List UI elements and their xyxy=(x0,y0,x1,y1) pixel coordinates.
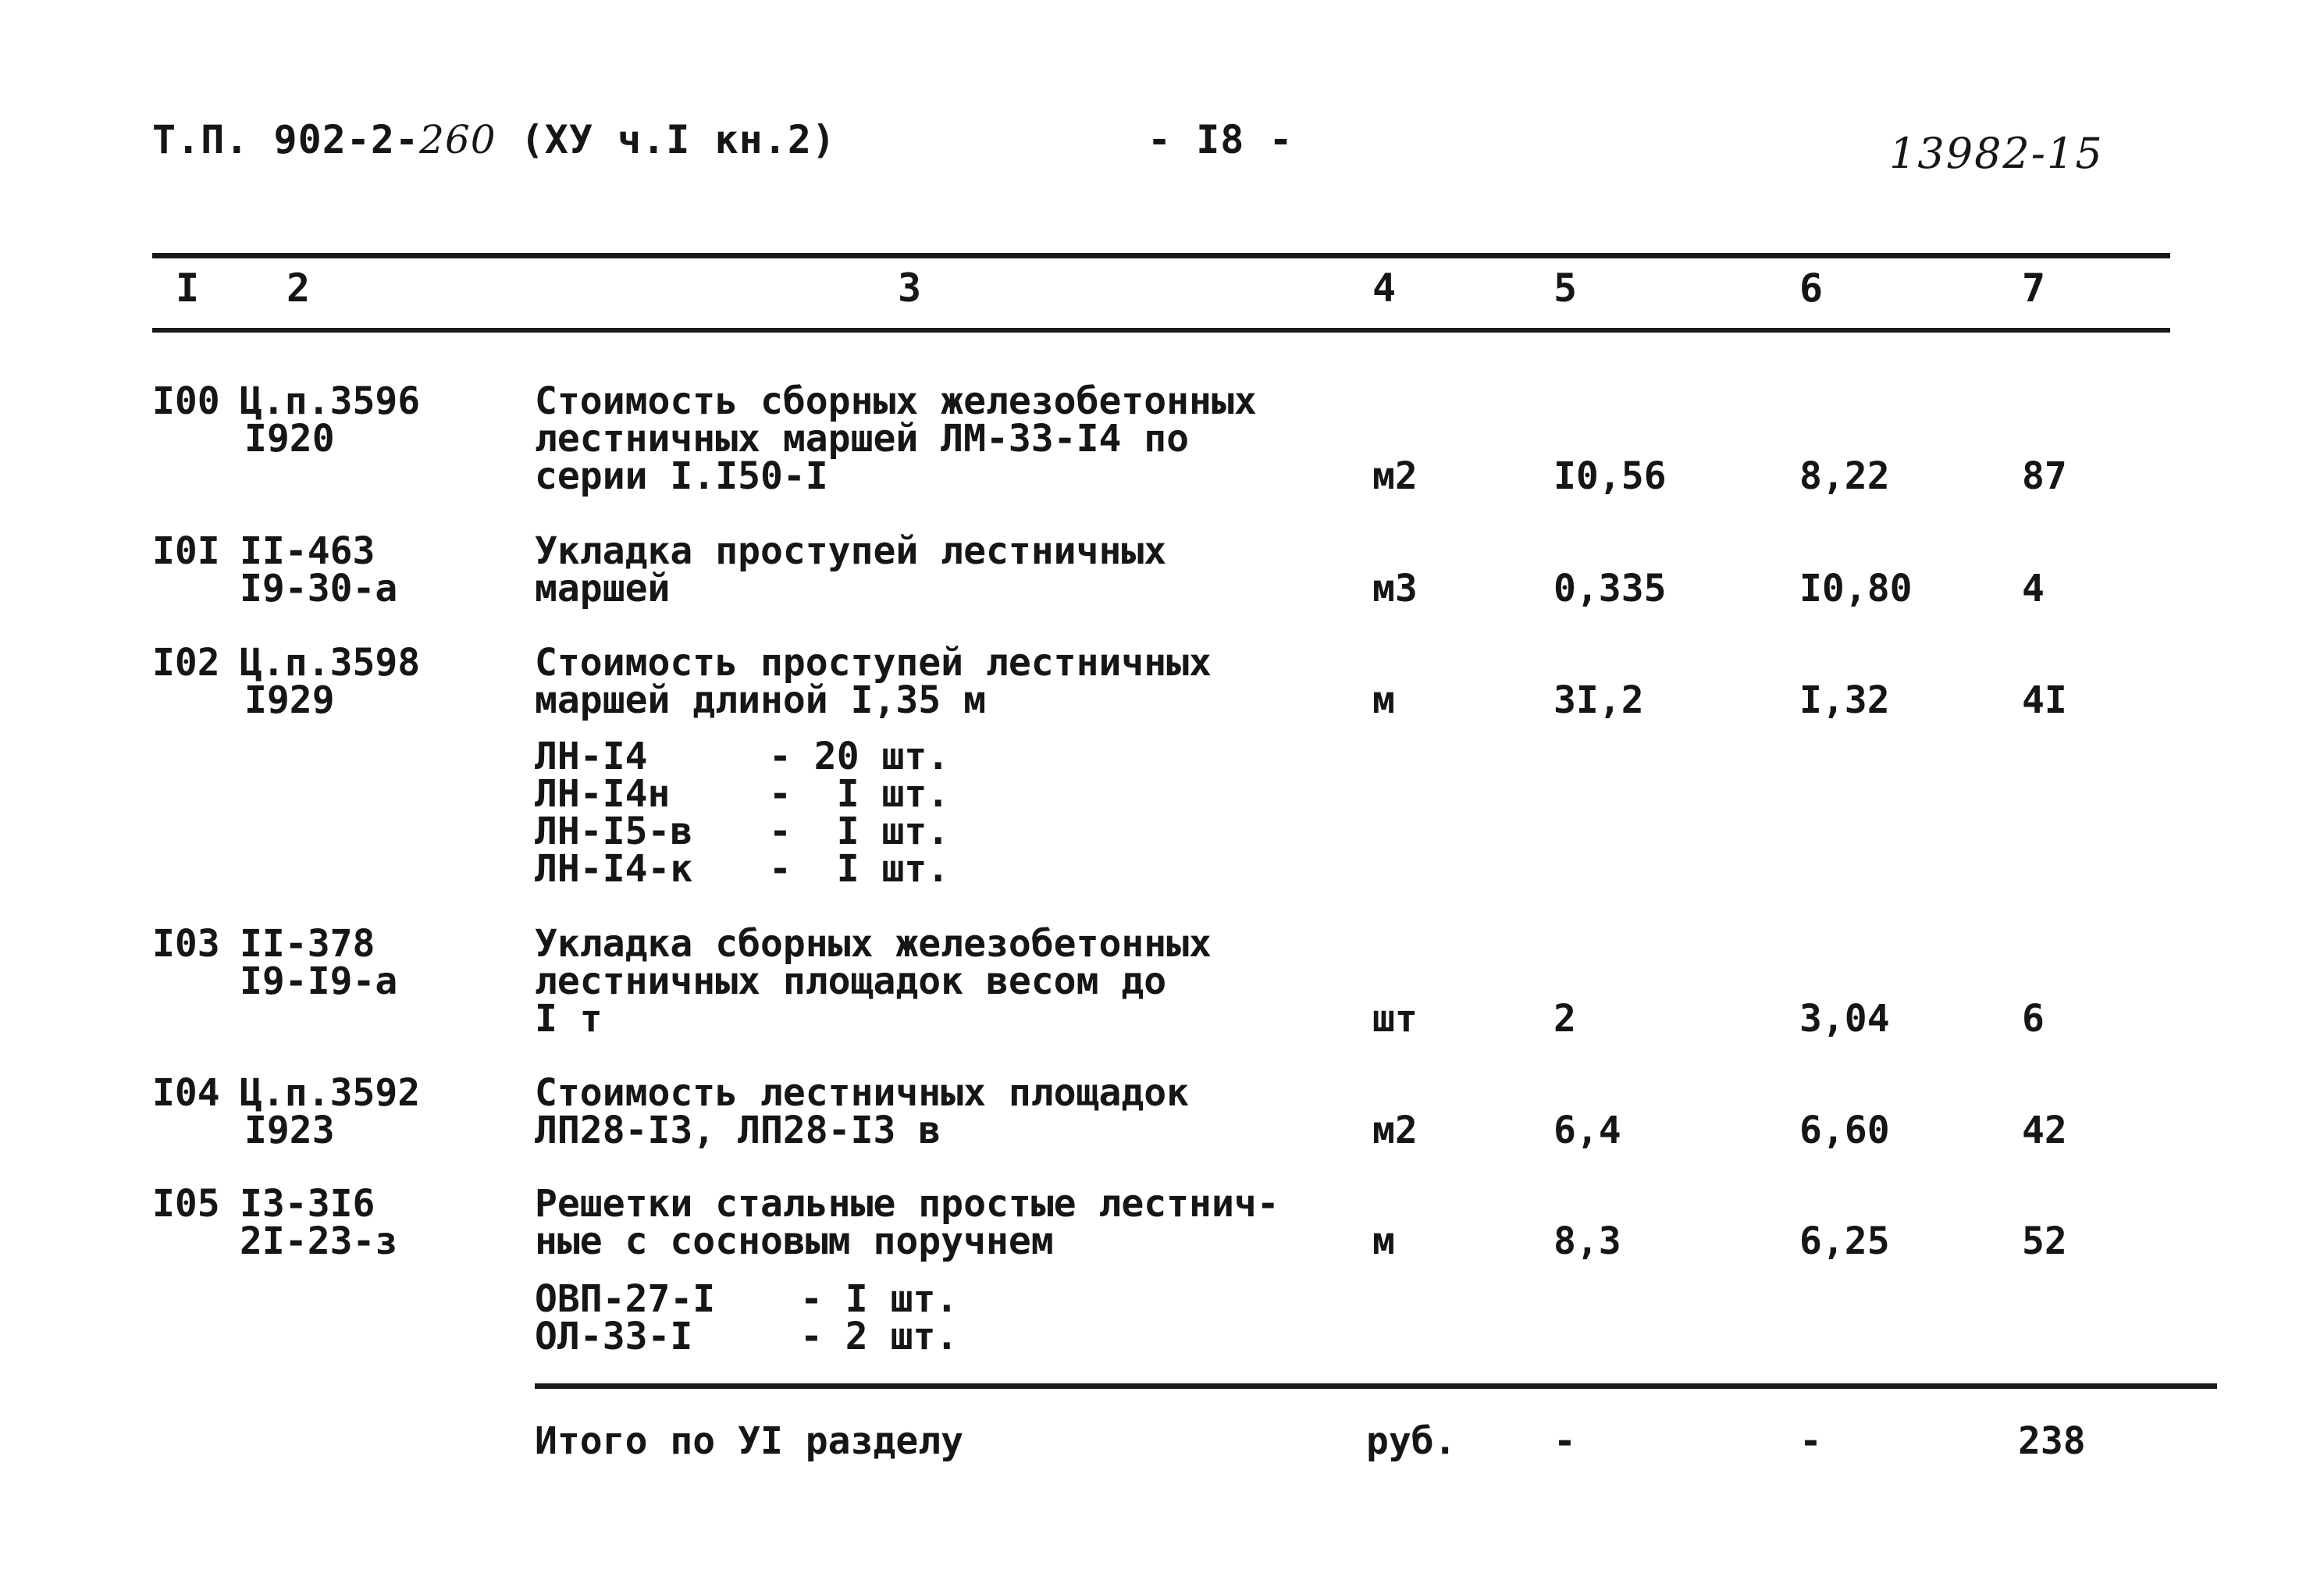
element-item xyxy=(535,1277,959,1321)
element-code: ЛН-I4-к xyxy=(535,847,693,891)
row-unit-price: 6,60 xyxy=(1799,1109,1890,1152)
row-code xyxy=(240,529,398,611)
element-item xyxy=(535,772,950,816)
row-code xyxy=(240,922,398,1003)
designation-suffix: (ХУ ч.I кн.2) xyxy=(520,117,837,162)
row-unit-price: 8,22 xyxy=(1799,454,1890,498)
designation-prefix: Т.П. 902-2- xyxy=(152,117,420,162)
description-line: Стоимость сборных железобетонных xyxy=(535,379,1257,423)
row-description xyxy=(535,1182,1279,1263)
row-unit-price: 3,04 xyxy=(1799,997,1890,1041)
row-number: I00 xyxy=(152,379,220,423)
code-line: I9-I9-а xyxy=(240,959,398,1003)
element-item xyxy=(535,810,950,853)
description-line: серии I.I50-I xyxy=(535,454,828,498)
row-description xyxy=(535,529,1167,611)
row-code xyxy=(240,1182,398,1263)
row-number: I02 xyxy=(152,641,220,685)
table-top-rule xyxy=(152,253,2170,258)
row-number: I04 xyxy=(152,1071,220,1115)
row-number: I05 xyxy=(152,1182,220,1226)
description-line: ные с сосновым поручнем xyxy=(535,1219,1054,1263)
description-line: I т xyxy=(535,997,603,1041)
row-unit: м3 xyxy=(1372,567,1418,611)
total-unit: руб. xyxy=(1366,1419,1457,1463)
column-number-7: 7 xyxy=(2022,265,2046,311)
row-description xyxy=(535,1071,1190,1152)
row-code xyxy=(240,641,421,722)
document-designation xyxy=(152,117,836,162)
element-item xyxy=(535,1315,959,1358)
row-total: 6 xyxy=(2022,997,2045,1041)
column-number-4: 4 xyxy=(1372,265,1397,311)
row-number: I03 xyxy=(152,922,220,966)
row-description xyxy=(535,379,1257,498)
element-item xyxy=(535,847,950,891)
element-code: ОВП-27-I xyxy=(535,1277,716,1321)
row-quantity: 2 xyxy=(1553,997,1576,1041)
element-count: - 20 шт. xyxy=(769,735,950,778)
code-line: II-463 xyxy=(240,529,375,573)
column-number-1: I xyxy=(176,265,200,311)
description-line: Укладка сборных железобетонных xyxy=(535,922,1212,966)
element-count: - I шт. xyxy=(769,772,950,816)
column-number-6: 6 xyxy=(1799,265,1824,311)
sheet-number: 13982-15 xyxy=(1889,129,2104,178)
row-total: 42 xyxy=(2022,1109,2067,1152)
description-line: маршей длиной I,35 м xyxy=(535,678,986,722)
description-line: Решетки стальные простые лестнич- xyxy=(535,1182,1279,1226)
total-quantity-dash: - xyxy=(1553,1419,1576,1463)
description-line: лестничных площадок весом до xyxy=(535,959,1167,1003)
row-code xyxy=(240,379,421,461)
code-line: Ц.п.3596 xyxy=(240,379,421,423)
element-count: - I шт. xyxy=(800,1277,959,1321)
code-line: Ц.п.3592 xyxy=(240,1071,421,1115)
element-code: ЛН-I4 xyxy=(535,735,648,778)
code-line: I929 xyxy=(244,678,335,722)
description-line: маршей xyxy=(535,567,671,611)
code-line: I9-30-а xyxy=(240,567,398,611)
row-description xyxy=(535,922,1212,1041)
description-line: ЛП28-I3, ЛП28-I3 в xyxy=(535,1109,941,1152)
row-quantity: I0,56 xyxy=(1553,454,1667,498)
element-list xyxy=(535,735,950,891)
code-line: I920 xyxy=(244,417,335,461)
row-unit-price: I,32 xyxy=(1799,678,1890,722)
element-list xyxy=(535,1277,959,1358)
column-number-5: 5 xyxy=(1553,265,1578,311)
element-code: ЛН-I4н xyxy=(535,772,671,816)
header-bottom-rule xyxy=(152,328,2170,333)
row-total: 87 xyxy=(2022,454,2067,498)
column-number-3: 3 xyxy=(898,265,922,311)
element-count: - 2 шт. xyxy=(800,1315,959,1358)
page-number: - I8 - xyxy=(1148,117,1294,162)
row-unit: м2 xyxy=(1372,454,1418,498)
total-price-dash: - xyxy=(1799,1419,1822,1463)
row-description xyxy=(535,641,1212,722)
row-unit: м xyxy=(1372,678,1395,722)
row-unit: м xyxy=(1372,1219,1395,1263)
column-number-2: 2 xyxy=(286,265,311,311)
row-total: 52 xyxy=(2022,1219,2067,1263)
designation-handwritten: 260 xyxy=(419,117,496,162)
row-number: I0I xyxy=(152,529,220,573)
element-code: ЛН-I5-в xyxy=(535,810,693,853)
element-count: - I шт. xyxy=(769,847,950,891)
code-line: Ц.п.3598 xyxy=(240,641,421,685)
total-value: 238 xyxy=(2018,1419,2086,1463)
row-quantity: 8,3 xyxy=(1553,1219,1621,1263)
code-line: I3-3I6 xyxy=(240,1182,375,1226)
row-quantity: 3I,2 xyxy=(1553,678,1644,722)
row-unit: м2 xyxy=(1372,1109,1418,1152)
description-line: Укладка проступей лестничных xyxy=(535,529,1167,573)
row-unit: шт xyxy=(1372,997,1418,1041)
code-line: II-378 xyxy=(240,922,375,966)
row-quantity: 0,335 xyxy=(1553,567,1667,611)
code-line: I923 xyxy=(244,1109,335,1152)
element-count: - I шт. xyxy=(769,810,950,853)
row-code xyxy=(240,1071,421,1152)
row-unit-price: 6,25 xyxy=(1799,1219,1890,1263)
row-unit-price: I0,80 xyxy=(1799,567,1913,611)
total-rule xyxy=(535,1383,2217,1389)
description-line: лестничных маршей ЛМ-33-I4 по xyxy=(535,417,1190,461)
total-label: Итого по УI разделу xyxy=(535,1419,964,1463)
description-line: Стоимость лестничных площадок xyxy=(535,1071,1190,1115)
row-quantity: 6,4 xyxy=(1553,1109,1621,1152)
element-item xyxy=(535,735,950,778)
row-total: 4I xyxy=(2022,678,2067,722)
description-line: Стоимость проступей лестничных xyxy=(535,641,1212,685)
row-total: 4 xyxy=(2022,567,2045,611)
element-code: ОЛ-33-I xyxy=(535,1315,693,1358)
code-line: 2I-23-з xyxy=(240,1219,398,1263)
